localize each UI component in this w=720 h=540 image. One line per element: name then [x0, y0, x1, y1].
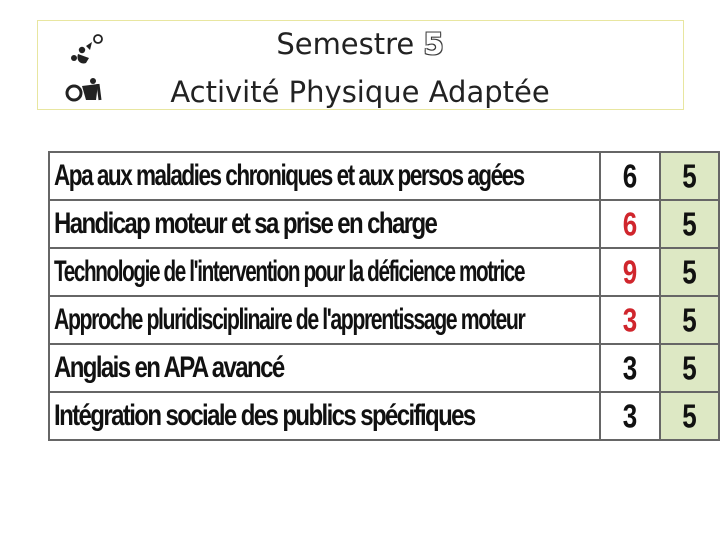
page-subtitle: Activité Physique Adaptée: [170, 75, 550, 109]
hours-cell: [600, 248, 660, 296]
course-name-cell: [49, 344, 600, 392]
ects-cell: [660, 392, 719, 440]
ects-cell: [660, 248, 719, 296]
course-name: Apa aux maladies chroniques et aux persos agées: [54, 158, 524, 193]
ects-value: 5: [682, 347, 697, 387]
semester-number: 5: [423, 27, 444, 61]
course-name-cell: [49, 200, 600, 248]
table-row: [49, 296, 719, 344]
table-row: [49, 344, 719, 392]
ects-cell: [660, 344, 719, 392]
ects-cell: [660, 200, 719, 248]
hours-value: 6: [622, 155, 638, 195]
course-name: Technologie de l'intervention pour la déficience motrice: [54, 254, 525, 289]
hours-cell: [600, 152, 660, 200]
ects-value: 5: [682, 299, 697, 339]
hours-value: 3: [622, 347, 638, 387]
hours-value: 3: [622, 299, 638, 339]
ects-value: 5: [682, 251, 697, 291]
hours-cell: [600, 200, 660, 248]
ects-value: 5: [682, 155, 697, 195]
hours-value: 9: [622, 251, 638, 291]
course-name-cell: [49, 152, 600, 200]
title-prefix: Semestre: [276, 27, 415, 61]
hours-cell: [600, 344, 660, 392]
course-name: Handicap moteur et sa prise en charge: [54, 206, 437, 241]
course-name: Approche pluridisciplinaire de l'apprentissage moteur: [54, 302, 525, 337]
table-row: [49, 152, 719, 200]
hours-value: 6: [622, 203, 638, 243]
course-name: Intégration sociale des publics spécifiques: [54, 398, 475, 433]
page-title: [110, 26, 610, 62]
ects-value: 5: [682, 395, 697, 435]
table-row: [49, 200, 719, 248]
table-row: [49, 248, 719, 296]
course-table: [48, 151, 720, 441]
ects-cell: [660, 296, 719, 344]
hours-cell: [600, 392, 660, 440]
ects-value: 5: [682, 203, 697, 243]
hours-value: 3: [622, 395, 638, 435]
table-row: [49, 392, 719, 440]
ects-cell: [660, 152, 719, 200]
course-name-cell: [49, 248, 600, 296]
hours-cell: [600, 296, 660, 344]
course-name: Anglais en APA avancé: [54, 350, 284, 385]
course-name-cell: [49, 392, 600, 440]
course-name-cell: [49, 296, 600, 344]
disabled-sport-athletes-icon: [62, 32, 110, 108]
